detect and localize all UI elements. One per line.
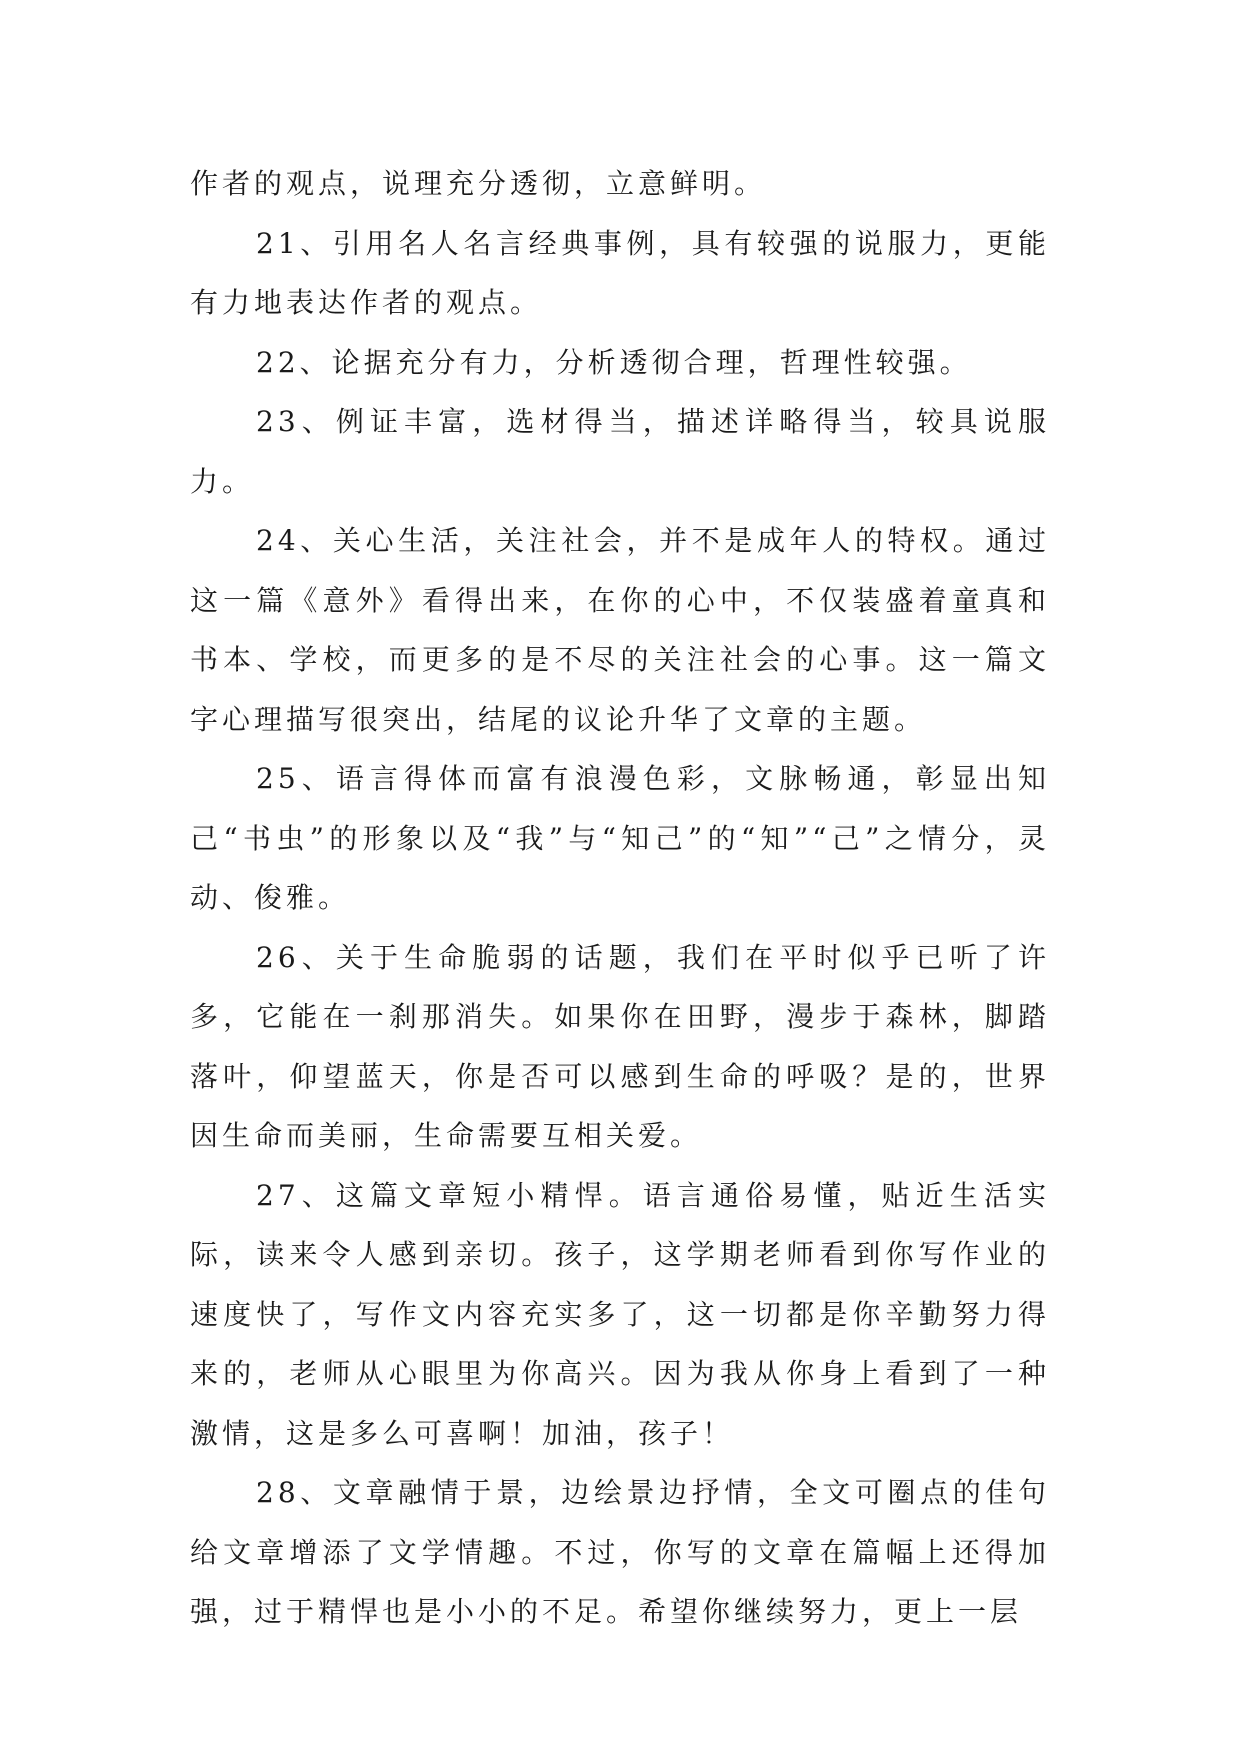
paragraph-comment-27: 27、这篇文章短小精悍。语言通俗易懂，贴近生活实际，读来令人感到亲切。孩子，这学期老师看到你写作业的速度快了，写作文内容充实多了，这一切都是你辛勤努力得来的，老师从心眼里为你高兴。因为我从你身上看到了一种激情，这是多么可喜啊！加油，孩子！ bbox=[190, 1178, 1050, 1450]
paragraph-comment-28: 28、文章融情于景，边绘景边抒情，全文可圈点的佳句给文章增添了文学情趣。不过，你写的文章在篇幅上还得加强，过于精悍也是小小的不足。希望你继续努力，更上一层 bbox=[190, 1476, 1050, 1628]
paragraph-comment-22: 22、论据充分有力，分析透彻合理，哲理性较强。 bbox=[256, 345, 972, 379]
paragraph-comment-25: 25、语言得体而富有浪漫色彩，文脉畅通，彰显出知己“书虫”的形象以及“我”与“知己”的“知”“己”之情分，灵动、俊雅。 bbox=[190, 762, 1050, 914]
paragraph-continuation: 作者的观点，说理充分透彻，立意鲜明。 bbox=[190, 167, 767, 200]
paragraph-comment-24: 24、关心生活，关注社会，并不是成年人的特权。通过这一篇《意外》看得出来，在你的心中，不仅装盛着童真和书本、学校，而更多的是不尽的关注社会的心事。这一篇文字心理描写很突出，结尾的议论升华了文章的主题。 bbox=[190, 524, 1050, 736]
paragraph-comment-23: 23、例证丰富，选材得当，描述详略得当，较具说服力。 bbox=[190, 405, 1050, 498]
document-body bbox=[190, 154, 1050, 1642]
paragraph-comment-26: 26、关于生命脆弱的话题，我们在平时似乎已听了许多，它能在一刹那消失。如果你在田野，漫步于森林，脚踏落叶，仰望蓝天，你是否可以感到生命的呼吸？是的，世界因生命而美丽，生命需要互相关爱。 bbox=[190, 940, 1050, 1152]
paragraph-comment-21: 21、引用名人名言经典事例，具有较强的说服力，更能有力地表达作者的观点。 bbox=[190, 226, 1050, 319]
